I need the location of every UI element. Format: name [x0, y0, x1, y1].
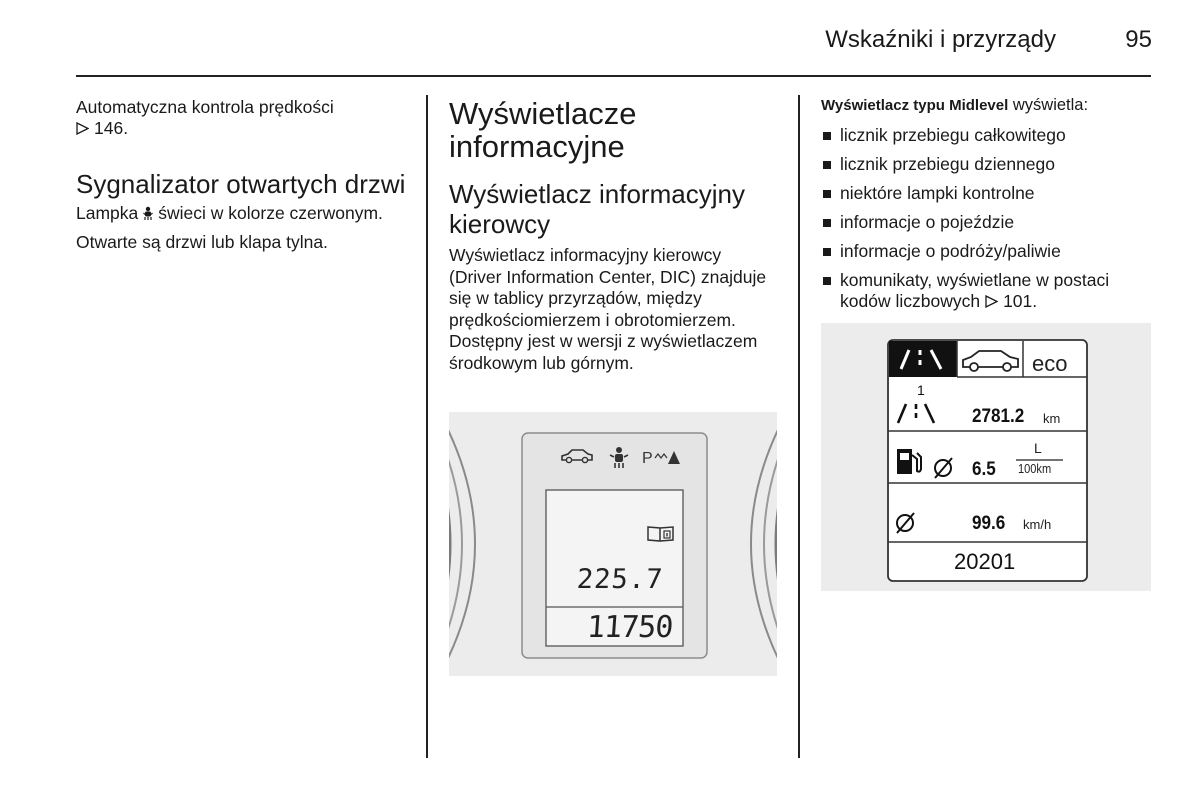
average-speed-unit: km/h: [1023, 517, 1052, 532]
odometer-value: 20201: [954, 549, 1016, 574]
feature-list: [821, 125, 1161, 312]
midlevel-intro-rest: wyświetla:: [1012, 96, 1089, 114]
chapter-heading: Wyświetlacze informacyjne: [449, 96, 637, 164]
average-speed-value: 99.6: [972, 513, 1006, 534]
trip-value: 225.7: [575, 564, 665, 595]
door-open-warning-icon: [142, 206, 154, 221]
fuel-pump-icon: [897, 449, 921, 474]
intro-text: Automatyczna kontrola prędkości: [76, 97, 334, 117]
midlevel-intro-bold: Wyświetlacz typu Midlevel: [821, 97, 1009, 114]
column-divider: [798, 95, 800, 758]
door-text-before: Lampka: [76, 203, 139, 223]
seatbelt-warning-icon: [607, 445, 631, 469]
list-item: informacje o pojeździe: [821, 212, 1161, 233]
fuel-unit-bottom: 100km: [1018, 461, 1052, 476]
column-middle: [449, 97, 779, 374]
dic-description: Wyświetlacz informacyjny kierowcy (Driver Information Center, DIC) znajduje się w tablicy przyrządów, między prędkościomierzem i obrotomierzem. Dostępny jest w wersji z wyświetlaczem środkowym lub górnym.: [449, 245, 767, 373]
fuel-consumption-value: 6.5: [972, 459, 996, 480]
column-left: [76, 97, 406, 253]
trip-distance-value: 2781.2: [972, 406, 1025, 427]
eco-tab-label: eco: [1032, 351, 1068, 376]
fuel-unit-top: L: [1034, 440, 1042, 456]
column-right: [821, 95, 1161, 320]
park-assist-icon: [642, 448, 682, 466]
trip-index: 1: [917, 382, 925, 398]
list-item: licznik przebiegu dziennego: [821, 154, 1161, 175]
page-header: [592, 22, 1152, 62]
list-page-ref: 101.: [1003, 291, 1038, 311]
list-item: komunikaty, wyświetlane w postaci kodów liczbowych 101.: [821, 270, 1151, 312]
section-heading: Sygnalizator otwartych drzwi: [76, 169, 406, 199]
section-title: Wskaźniki i przyrządy: [825, 26, 1056, 53]
list-item: licznik przebiegu całkowitego: [821, 125, 1161, 146]
door-text-after: świeci w kolorze czerwonym.: [158, 203, 383, 223]
svg-text:P: P: [642, 450, 653, 466]
manual-book-icon: [646, 525, 676, 543]
page-number: 95: [1125, 26, 1152, 53]
odometer-value: 11750: [585, 610, 674, 645]
car-icon: [559, 447, 595, 465]
header-divider: [76, 75, 1151, 77]
midlevel-intro: [821, 95, 1161, 116]
midlevel-display-figure: [821, 323, 1151, 591]
column-divider: [426, 95, 428, 758]
door-paragraph-2: Otwarte są drzwi lub klapa tylna.: [76, 232, 328, 252]
section-heading: Wyświetlacz informacyjny kierowcy: [449, 179, 745, 239]
list-item: informacje o podróży/paliwie: [821, 241, 1161, 262]
door-paragraph: [76, 203, 406, 224]
trip-distance-unit: km: [1043, 411, 1061, 426]
cross-reference-arrow-icon: [76, 122, 89, 135]
cross-reference-arrow-icon: [985, 295, 998, 308]
dic-center-display-figure: [449, 412, 777, 676]
intro-paragraph: [76, 97, 406, 139]
list-item: niektóre lampki kontrolne: [821, 183, 1161, 204]
intro-page-ref: 146.: [94, 118, 129, 138]
